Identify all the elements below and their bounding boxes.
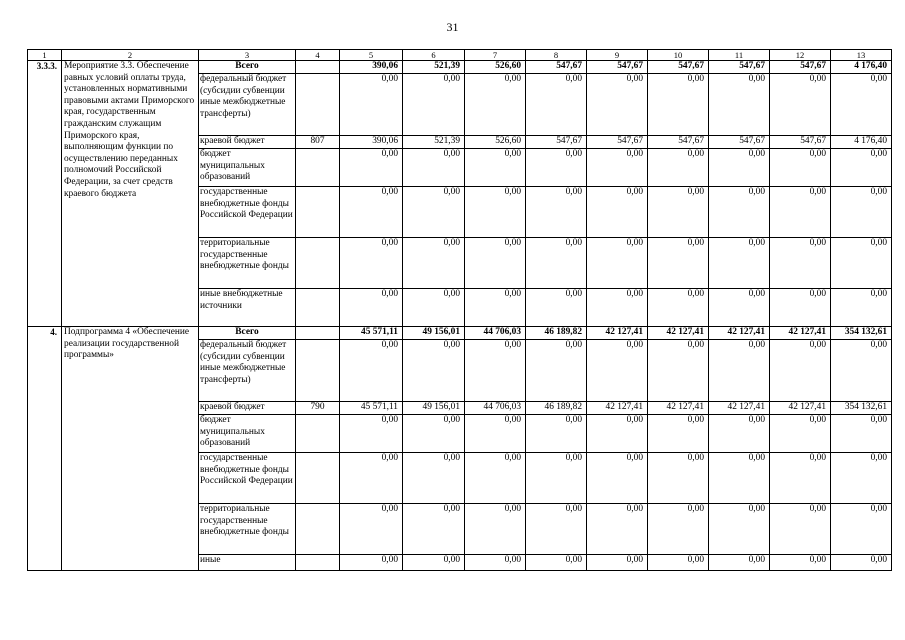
year-value: 0,00 [770,238,831,289]
item-number: 3.3.3. [28,61,62,327]
year-value: 0,00 [526,453,587,504]
year-value: 0,00 [648,555,709,571]
year-value: 0,00 [526,289,587,327]
year-value: 0,00 [709,340,770,402]
funding-source: иные внебюджетные источники [199,289,296,327]
year-value: 46 189,82 [526,402,587,415]
funding-source: краевой бюджет [199,136,296,149]
funding-source: бюджет муниципальных образований [199,415,296,453]
year-value: 0,00 [403,504,465,555]
year-value: 0,00 [831,289,892,327]
item-number: 4. [28,327,62,571]
year-value: 45 571,11 [340,402,403,415]
year-value: 0,00 [770,453,831,504]
year-value: 547,67 [648,136,709,149]
year-value: 0,00 [526,238,587,289]
year-value: 0,00 [648,289,709,327]
year-value: 0,00 [403,415,465,453]
year-value: 0,00 [465,555,526,571]
year-value: 0,00 [340,453,403,504]
year-value: 0,00 [831,187,892,238]
year-value: 0,00 [403,238,465,289]
year-value: 0,00 [340,238,403,289]
year-value: 0,00 [526,187,587,238]
year-value: 49 156,01 [403,327,465,340]
year-value: 0,00 [648,238,709,289]
year-value: 0,00 [587,238,648,289]
year-value: 0,00 [465,340,526,402]
budget-code [296,453,340,504]
year-value: 46 189,82 [526,327,587,340]
year-value: 547,67 [526,61,587,74]
budget-code [296,74,340,136]
year-value: 0,00 [709,453,770,504]
budget-code: 790 [296,402,340,415]
year-value: 0,00 [587,340,648,402]
year-value: 0,00 [587,187,648,238]
year-value: 0,00 [831,74,892,136]
budget-code [296,327,340,340]
column-number-row [28,50,892,61]
year-value: 0,00 [465,504,526,555]
budget-code [296,415,340,453]
budget-code [296,504,340,555]
year-value: 0,00 [709,187,770,238]
item-name: Мероприятие 3.3. Обеспечение равных условий оплаты труда, установленных нормативными правовыми актами Приморского края, государственным гражданским служащим Приморского края, выполняющим функции по осуществлению переданных полномочий Российской Федерации, за счет средств краевого бюджета [62,61,199,327]
year-value: 0,00 [526,415,587,453]
year-value: 49 156,01 [403,402,465,415]
year-value: 547,67 [587,61,648,74]
budget-code [296,238,340,289]
funding-source: Всего [199,327,296,340]
column-number: 1 [28,50,62,61]
year-value: 0,00 [648,340,709,402]
year-value: 0,00 [831,555,892,571]
year-value: 0,00 [340,504,403,555]
year-value: 0,00 [648,74,709,136]
column-number: 6 [403,50,465,61]
year-value: 0,00 [831,340,892,402]
year-value: 0,00 [587,415,648,453]
column-number: 10 [648,50,709,61]
funding-source: территориальные государственные внебюджетные фонды [199,504,296,555]
year-value: 0,00 [465,289,526,327]
year-value: 0,00 [340,74,403,136]
year-value: 547,67 [526,136,587,149]
year-value: 0,00 [340,415,403,453]
column-number: 8 [526,50,587,61]
year-value: 0,00 [465,74,526,136]
year-value: 0,00 [709,415,770,453]
budget-code: 807 [296,136,340,149]
year-value: 0,00 [709,555,770,571]
budget-code [296,187,340,238]
year-value: 42 127,41 [770,402,831,415]
funding-source: федеральный бюджет (субсидии субвенции иные межбюджетные трансферты) [199,340,296,402]
year-value: 0,00 [770,415,831,453]
year-value: 42 127,41 [709,327,770,340]
year-value: 0,00 [648,453,709,504]
year-value: 526,60 [465,61,526,74]
year-value: 521,39 [403,136,465,149]
year-value: 0,00 [648,149,709,187]
year-value: 0,00 [587,74,648,136]
year-value: 0,00 [526,340,587,402]
year-value: 0,00 [403,340,465,402]
year-value: 0,00 [465,238,526,289]
year-value: 0,00 [587,149,648,187]
column-number: 9 [587,50,648,61]
column-number: 11 [709,50,770,61]
funding-source: бюджет муниципальных образований [199,149,296,187]
budget-code [296,289,340,327]
year-value: 42 127,41 [587,402,648,415]
funding-source: государственные внебюджетные фонды Российской Федерации [199,187,296,238]
year-value: 0,00 [709,504,770,555]
year-value: 44 706,03 [465,402,526,415]
year-value: 0,00 [340,289,403,327]
year-value: 0,00 [770,289,831,327]
year-value: 0,00 [526,74,587,136]
year-value: 4 176,40 [831,136,892,149]
year-value: 0,00 [770,504,831,555]
year-value: 0,00 [403,74,465,136]
year-value: 0,00 [526,149,587,187]
year-value: 0,00 [340,555,403,571]
funding-source: краевой бюджет [199,402,296,415]
funding-source: иные [199,555,296,571]
item-name: Подпрограмма 4 «Обеспечение реализации государственной программы» [62,327,199,571]
year-value: 0,00 [587,555,648,571]
year-value: 0,00 [831,149,892,187]
budget-code [296,61,340,74]
year-value: 0,00 [648,504,709,555]
year-value: 354 132,61 [831,327,892,340]
year-value: 0,00 [465,149,526,187]
year-value: 547,67 [587,136,648,149]
year-value: 0,00 [770,74,831,136]
budget-code [296,149,340,187]
budget-table [27,49,892,571]
table-row [28,327,892,340]
year-value: 0,00 [465,415,526,453]
year-value: 42 127,41 [648,327,709,340]
year-value: 0,00 [709,149,770,187]
table-body [28,61,892,571]
year-value: 4 176,40 [831,61,892,74]
year-value: 390,06 [340,61,403,74]
year-value: 526,60 [465,136,526,149]
column-number: 4 [296,50,340,61]
year-value: 0,00 [403,289,465,327]
year-value: 521,39 [403,61,465,74]
year-value: 354 132,61 [831,402,892,415]
year-value: 0,00 [403,453,465,504]
year-value: 390,06 [340,136,403,149]
year-value: 0,00 [587,289,648,327]
year-value: 0,00 [709,289,770,327]
year-value: 45 571,11 [340,327,403,340]
year-value: 0,00 [648,187,709,238]
year-value: 0,00 [340,340,403,402]
funding-source: федеральный бюджет (субсидии субвенции иные межбюджетные трансферты) [199,74,296,136]
year-value: 0,00 [403,555,465,571]
year-value: 0,00 [770,340,831,402]
year-value: 547,67 [770,136,831,149]
year-value: 0,00 [770,149,831,187]
year-value: 0,00 [526,504,587,555]
year-value: 0,00 [831,453,892,504]
year-value: 42 127,41 [648,402,709,415]
column-number: 3 [199,50,296,61]
year-value: 547,67 [709,61,770,74]
year-value: 0,00 [465,453,526,504]
year-value: 42 127,41 [770,327,831,340]
funding-source: территориальные государственные внебюджетные фонды [199,238,296,289]
year-value: 0,00 [526,555,587,571]
year-value: 547,67 [709,136,770,149]
year-value: 0,00 [340,187,403,238]
year-value: 0,00 [831,238,892,289]
funding-source: государственные внебюджетные фонды Российской Федерации [199,453,296,504]
funding-source: Всего [199,61,296,74]
column-number: 12 [770,50,831,61]
year-value: 42 127,41 [709,402,770,415]
year-value: 0,00 [709,74,770,136]
year-value: 0,00 [465,187,526,238]
year-value: 547,67 [648,61,709,74]
year-value: 44 706,03 [465,327,526,340]
year-value: 0,00 [587,453,648,504]
year-value: 0,00 [709,238,770,289]
column-number: 7 [465,50,526,61]
year-value: 0,00 [587,504,648,555]
year-value: 0,00 [648,415,709,453]
column-number: 13 [831,50,892,61]
budget-code [296,555,340,571]
year-value: 0,00 [770,555,831,571]
year-value: 0,00 [403,187,465,238]
column-number: 5 [340,50,403,61]
year-value: 0,00 [340,149,403,187]
year-value: 0,00 [403,149,465,187]
budget-code [296,340,340,402]
table-row [28,61,892,74]
year-value: 0,00 [831,415,892,453]
year-value: 547,67 [770,61,831,74]
year-value: 0,00 [831,504,892,555]
year-value: 0,00 [770,187,831,238]
page-number: 31 [446,20,459,34]
year-value: 42 127,41 [587,327,648,340]
column-number: 2 [62,50,199,61]
